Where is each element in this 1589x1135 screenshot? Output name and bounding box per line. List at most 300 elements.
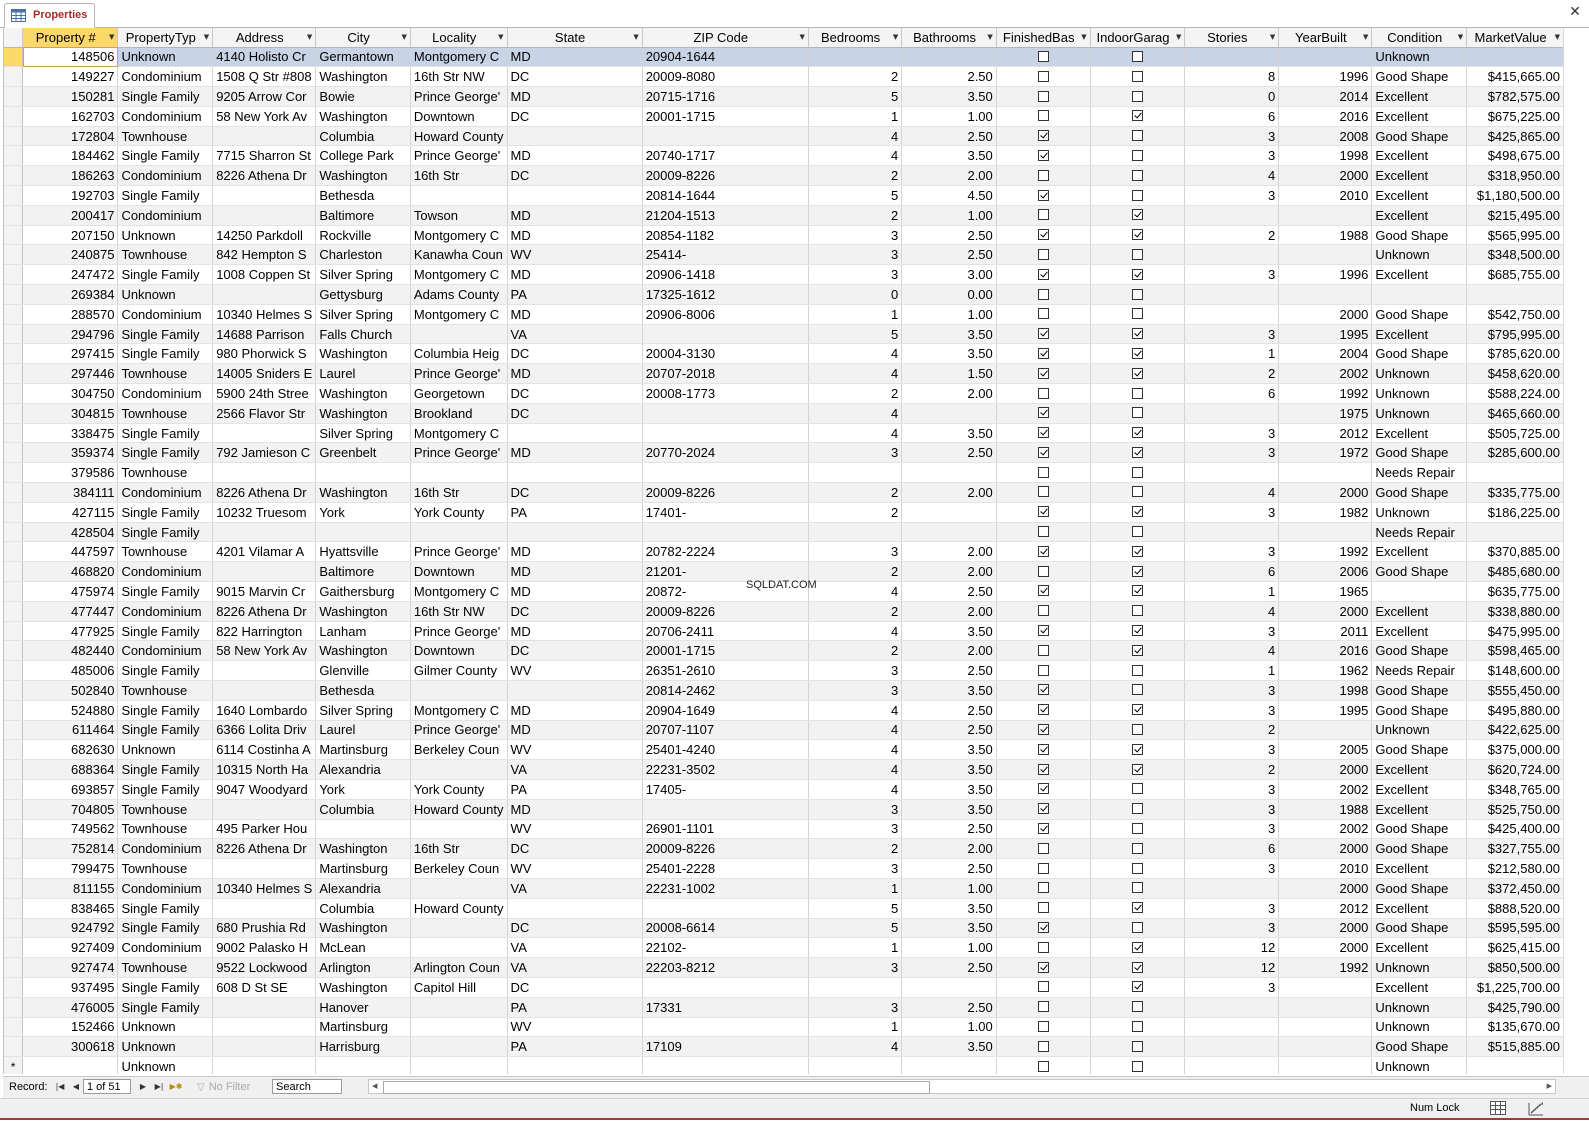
unchecked-checkbox[interactable] <box>1038 526 1049 537</box>
table-cell[interactable]: Excellent <box>1372 423 1467 443</box>
table-cell[interactable] <box>902 502 997 522</box>
table-cell[interactable]: Georgetown <box>410 384 507 404</box>
checkbox-cell[interactable] <box>1090 502 1185 522</box>
table-cell[interactable] <box>410 760 507 780</box>
checkbox-cell[interactable] <box>1090 522 1185 542</box>
record-selector[interactable] <box>4 542 23 562</box>
unchecked-checkbox[interactable] <box>1038 51 1049 62</box>
table-cell[interactable]: 3 <box>1185 779 1279 799</box>
column-header[interactable] <box>23 28 118 47</box>
table-cell[interactable]: 3 <box>1185 621 1279 641</box>
record-selector[interactable] <box>4 720 23 740</box>
table-cell[interactable]: Washington <box>316 403 411 423</box>
table-cell[interactable]: 485006 <box>23 661 118 681</box>
table-cell[interactable]: Harrisburg <box>316 1037 411 1057</box>
table-cell[interactable] <box>1185 285 1279 305</box>
table-cell[interactable] <box>642 463 808 483</box>
column-sort-dropdown-icon[interactable]: ▼ <box>799 33 805 41</box>
unchecked-checkbox[interactable] <box>1132 486 1143 497</box>
record-selector[interactable] <box>4 1017 23 1037</box>
table-cell[interactable]: 9205 Arrow Cor <box>213 87 316 107</box>
table-cell[interactable] <box>213 898 316 918</box>
table-cell[interactable]: Greenbelt <box>316 443 411 463</box>
table-cell[interactable]: 8226 Athena Dr <box>213 839 316 859</box>
table-cell[interactable]: Washington <box>316 384 411 404</box>
table-cell[interactable]: 3 <box>1185 265 1279 285</box>
table-cell[interactable]: 20814-2462 <box>642 681 808 701</box>
table-cell[interactable] <box>902 1057 997 1074</box>
checkbox-cell[interactable] <box>1090 720 1185 740</box>
unchecked-checkbox[interactable] <box>1132 823 1143 834</box>
table-cell[interactable]: 1.00 <box>902 205 997 225</box>
table-cell[interactable]: 1 <box>808 938 901 958</box>
table-cell[interactable] <box>1372 285 1467 305</box>
table-cell[interactable]: $525,750.00 <box>1467 799 1564 819</box>
table-row[interactable] <box>4 304 1564 324</box>
table-cell[interactable]: 297446 <box>23 364 118 384</box>
table-row[interactable] <box>4 364 1564 384</box>
table-cell[interactable]: 2 <box>1185 720 1279 740</box>
table-cell[interactable]: Condominium <box>118 562 213 582</box>
unchecked-checkbox[interactable] <box>1038 863 1049 874</box>
checked-checkbox[interactable] <box>1132 348 1143 359</box>
unchecked-checkbox[interactable] <box>1038 71 1049 82</box>
table-cell[interactable]: 3.50 <box>902 423 997 443</box>
unchecked-checkbox[interactable] <box>1038 882 1049 893</box>
table-cell[interactable]: 5 <box>808 324 901 344</box>
table-cell[interactable] <box>1279 720 1372 740</box>
table-cell[interactable]: Excellent <box>1372 205 1467 225</box>
table-cell[interactable]: $338,880.00 <box>1467 601 1564 621</box>
table-cell[interactable]: 1508 Q Str #808 <box>213 67 316 87</box>
record-selector[interactable] <box>4 47 23 67</box>
table-row[interactable] <box>4 621 1564 641</box>
table-cell[interactable] <box>808 1057 901 1074</box>
table-row[interactable] <box>4 463 1564 483</box>
table-cell[interactable]: Excellent <box>1372 799 1467 819</box>
table-cell[interactable]: Condominium <box>118 601 213 621</box>
horizontal-scrollbar[interactable] <box>368 1079 1556 1094</box>
table-cell[interactable]: Good Shape <box>1372 839 1467 859</box>
checkbox-cell[interactable] <box>1090 542 1185 562</box>
table-cell[interactable]: Good Shape <box>1372 562 1467 582</box>
table-cell[interactable]: 2000 <box>1279 878 1372 898</box>
table-cell[interactable] <box>1185 463 1279 483</box>
checkbox-cell[interactable] <box>996 483 1090 503</box>
checked-checkbox[interactable] <box>1038 962 1049 973</box>
table-cell[interactable]: 4 <box>808 779 901 799</box>
table-cell[interactable]: 4.50 <box>902 186 997 206</box>
checked-checkbox[interactable] <box>1132 566 1143 577</box>
table-cell[interactable]: 2014 <box>1279 87 1372 107</box>
table-cell[interactable]: 1 <box>808 1017 901 1037</box>
checked-checkbox[interactable] <box>1038 447 1049 458</box>
checkbox-cell[interactable] <box>996 384 1090 404</box>
table-cell[interactable]: 20001-1715 <box>642 641 808 661</box>
unchecked-checkbox[interactable] <box>1132 150 1143 161</box>
table-cell[interactable]: 2.00 <box>902 839 997 859</box>
table-cell[interactable]: Downtown <box>410 562 507 582</box>
unchecked-checkbox[interactable] <box>1132 843 1143 854</box>
table-cell[interactable]: 2000 <box>1279 601 1372 621</box>
table-cell[interactable]: 20009-8080 <box>642 67 808 87</box>
table-cell[interactable]: Good Shape <box>1372 641 1467 661</box>
column-sort-dropdown-icon[interactable]: ▼ <box>306 33 313 41</box>
column-sort-dropdown-icon[interactable]: ▼ <box>401 33 407 41</box>
unchecked-checkbox[interactable] <box>1038 170 1049 181</box>
table-cell[interactable]: 524880 <box>23 700 118 720</box>
checked-checkbox[interactable] <box>1132 645 1143 656</box>
table-cell[interactable]: $785,620.00 <box>1467 344 1564 364</box>
table-cell[interactable] <box>642 1017 808 1037</box>
table-cell[interactable]: Excellent <box>1372 859 1467 879</box>
table-cell[interactable]: 17325-1612 <box>642 285 808 305</box>
table-cell[interactable]: 2005 <box>1279 740 1372 760</box>
table-cell[interactable]: 2 <box>808 839 901 859</box>
table-cell[interactable]: 16th Str <box>410 483 507 503</box>
table-cell[interactable]: 10232 Truesom <box>213 502 316 522</box>
record-selector[interactable] <box>4 344 23 364</box>
column-sort-dropdown-icon[interactable]: ▼ <box>203 33 210 41</box>
table-cell[interactable] <box>213 859 316 879</box>
unchecked-checkbox[interactable] <box>1132 407 1143 418</box>
unchecked-checkbox[interactable] <box>1038 566 1049 577</box>
table-cell[interactable]: 20904-1649 <box>642 700 808 720</box>
table-cell[interactable]: 1998 <box>1279 146 1372 166</box>
table-cell[interactable]: $625,415.00 <box>1467 938 1564 958</box>
checkbox-cell[interactable] <box>996 443 1090 463</box>
table-cell[interactable]: 427115 <box>23 502 118 522</box>
checked-checkbox[interactable] <box>1038 783 1049 794</box>
table-cell[interactable]: Good Shape <box>1372 304 1467 324</box>
table-cell[interactable]: Howard County <box>410 799 507 819</box>
table-cell[interactable]: 3 <box>808 681 901 701</box>
checkbox-cell[interactable] <box>1090 878 1185 898</box>
table-cell[interactable]: 1995 <box>1279 700 1372 720</box>
table-cell[interactable]: Montgomery C <box>410 265 507 285</box>
checkbox-cell[interactable] <box>996 186 1090 206</box>
table-cell[interactable]: 2 <box>1185 760 1279 780</box>
table-cell[interactable]: $685,755.00 <box>1467 265 1564 285</box>
table-cell[interactable]: 3 <box>1185 819 1279 839</box>
table-cell[interactable]: $888,520.00 <box>1467 898 1564 918</box>
table-cell[interactable]: 5 <box>808 87 901 107</box>
table-cell[interactable]: Condominium <box>118 483 213 503</box>
table-cell[interactable]: 8 <box>1185 67 1279 87</box>
table-cell[interactable] <box>410 1057 507 1074</box>
table-cell[interactable]: MD <box>507 799 642 819</box>
table-cell[interactable]: 4 <box>808 1037 901 1057</box>
table-cell[interactable]: 20715-1716 <box>642 87 808 107</box>
unchecked-checkbox[interactable] <box>1132 922 1143 933</box>
record-selector[interactable] <box>4 700 23 720</box>
table-cell[interactable] <box>642 799 808 819</box>
table-cell[interactable]: 8226 Athena Dr <box>213 483 316 503</box>
checked-checkbox[interactable] <box>1038 407 1049 418</box>
checked-checkbox[interactable] <box>1132 368 1143 379</box>
checkbox-cell[interactable] <box>996 641 1090 661</box>
table-cell[interactable]: 3.50 <box>902 740 997 760</box>
table-cell[interactable]: 247472 <box>23 265 118 285</box>
table-cell[interactable]: MD <box>507 87 642 107</box>
table-cell[interactable]: Single Family <box>118 779 213 799</box>
checkbox-cell[interactable] <box>1090 819 1185 839</box>
table-row[interactable] <box>4 938 1564 958</box>
table-row[interactable] <box>4 384 1564 404</box>
scroll-right-icon[interactable]: ▶ <box>1546 1082 1552 1090</box>
table-row[interactable] <box>4 443 1564 463</box>
table-cell[interactable]: 6366 Lolita Driv <box>213 720 316 740</box>
table-cell[interactable] <box>1279 1017 1372 1037</box>
table-cell[interactable]: 1995 <box>1279 324 1372 344</box>
table-cell[interactable]: Prince George' <box>410 146 507 166</box>
table-cell[interactable]: 149227 <box>23 67 118 87</box>
table-cell[interactable] <box>410 918 507 938</box>
table-row[interactable] <box>4 344 1564 364</box>
table-row[interactable] <box>4 601 1564 621</box>
table-cell[interactable]: 6 <box>1185 106 1279 126</box>
table-cell[interactable]: 2 <box>808 502 901 522</box>
unchecked-checkbox[interactable] <box>1132 51 1143 62</box>
table-cell[interactable] <box>1279 997 1372 1017</box>
table-cell[interactable]: 1996 <box>1279 265 1372 285</box>
table-cell[interactable]: Unknown <box>118 225 213 245</box>
table-cell[interactable]: Washington <box>316 106 411 126</box>
table-cell[interactable]: 2.00 <box>902 641 997 661</box>
column-header[interactable] <box>902 28 997 47</box>
checked-checkbox[interactable] <box>1038 546 1049 557</box>
table-cell[interactable]: MD <box>507 542 642 562</box>
table-cell[interactable]: Columbia <box>316 126 411 146</box>
record-selector[interactable] <box>4 483 23 503</box>
table-cell[interactable]: $372,450.00 <box>1467 878 1564 898</box>
checked-checkbox[interactable] <box>1132 585 1143 596</box>
table-cell[interactable]: DC <box>507 601 642 621</box>
table-cell[interactable]: 192703 <box>23 186 118 206</box>
table-cell[interactable]: 611464 <box>23 720 118 740</box>
record-selector[interactable] <box>4 166 23 186</box>
table-cell[interactable]: 2 <box>1185 225 1279 245</box>
table-row[interactable] <box>4 403 1564 423</box>
table-cell[interactable] <box>213 186 316 206</box>
table-cell[interactable]: 20906-1418 <box>642 265 808 285</box>
column-sort-dropdown-icon[interactable]: ▼ <box>892 33 899 41</box>
table-cell[interactable] <box>642 1057 808 1074</box>
table-cell[interactable]: 269384 <box>23 285 118 305</box>
table-cell[interactable] <box>642 403 808 423</box>
table-cell[interactable]: 21204-1513 <box>642 205 808 225</box>
checkbox-cell[interactable] <box>1090 740 1185 760</box>
table-row[interactable] <box>4 126 1564 146</box>
table-cell[interactable]: 475974 <box>23 582 118 602</box>
checkbox-cell[interactable] <box>1090 641 1185 661</box>
table-cell[interactable]: 447597 <box>23 542 118 562</box>
table-cell[interactable]: 4 <box>808 582 901 602</box>
record-selector[interactable] <box>4 225 23 245</box>
table-cell[interactable]: Unknown <box>1372 403 1467 423</box>
unchecked-checkbox[interactable] <box>1132 684 1143 695</box>
table-cell[interactable]: 1.00 <box>902 938 997 958</box>
table-cell[interactable]: 924792 <box>23 918 118 938</box>
table-cell[interactable] <box>1467 47 1564 67</box>
table-cell[interactable]: 2.50 <box>902 700 997 720</box>
checkbox-cell[interactable] <box>996 126 1090 146</box>
table-cell[interactable]: 2016 <box>1279 106 1372 126</box>
table-cell[interactable] <box>213 205 316 225</box>
record-selector[interactable] <box>4 997 23 1017</box>
table-cell[interactable]: $285,600.00 <box>1467 443 1564 463</box>
table-cell[interactable]: 5 <box>808 898 901 918</box>
unchecked-checkbox[interactable] <box>1038 645 1049 656</box>
table-cell[interactable]: 2000 <box>1279 938 1372 958</box>
table-cell[interactable] <box>1279 1057 1372 1074</box>
table-cell[interactable] <box>316 1057 411 1074</box>
table-cell[interactable]: Single Family <box>118 522 213 542</box>
table-row[interactable] <box>4 245 1564 265</box>
table-cell[interactable]: 682630 <box>23 740 118 760</box>
table-cell[interactable]: 3 <box>808 661 901 681</box>
table-cell[interactable] <box>410 938 507 958</box>
table-cell[interactable]: Baltimore <box>316 205 411 225</box>
checkbox-cell[interactable] <box>1090 621 1185 641</box>
table-cell[interactable]: Excellent <box>1372 106 1467 126</box>
checkbox-cell[interactable] <box>1090 225 1185 245</box>
table-cell[interactable]: 608 D St SE <box>213 977 316 997</box>
table-cell[interactable]: PA <box>507 779 642 799</box>
checked-checkbox[interactable] <box>1132 447 1143 458</box>
table-cell[interactable]: PA <box>507 285 642 305</box>
table-cell[interactable]: Townhouse <box>118 403 213 423</box>
table-cell[interactable]: 2002 <box>1279 819 1372 839</box>
table-cell[interactable]: Unknown <box>1372 1057 1467 1074</box>
table-cell[interactable]: Gilmer County <box>410 661 507 681</box>
checked-checkbox[interactable] <box>1132 744 1143 755</box>
checkbox-cell[interactable] <box>1090 562 1185 582</box>
table-cell[interactable]: $348,765.00 <box>1467 779 1564 799</box>
table-cell[interactable]: Single Family <box>118 582 213 602</box>
table-cell[interactable]: Single Family <box>118 918 213 938</box>
checkbox-cell[interactable] <box>996 265 1090 285</box>
checkbox-cell[interactable] <box>996 205 1090 225</box>
checkbox-cell[interactable] <box>1090 126 1185 146</box>
table-cell[interactable] <box>213 799 316 819</box>
table-cell[interactable]: 4201 Vilamar A <box>213 542 316 562</box>
table-cell[interactable]: Unknown <box>1372 364 1467 384</box>
table-cell[interactable]: 428504 <box>23 522 118 542</box>
table-cell[interactable]: Excellent <box>1372 166 1467 186</box>
checkbox-cell[interactable] <box>996 423 1090 443</box>
record-selector[interactable] <box>4 859 23 879</box>
table-cell[interactable]: MD <box>507 562 642 582</box>
checkbox-cell[interactable] <box>1090 799 1185 819</box>
checkbox-cell[interactable] <box>1090 324 1185 344</box>
table-cell[interactable]: 17109 <box>642 1037 808 1057</box>
table-cell[interactable]: 2.50 <box>902 245 997 265</box>
checkbox-cell[interactable] <box>1090 1057 1185 1074</box>
table-cell[interactable]: Rockville <box>316 225 411 245</box>
checkbox-cell[interactable] <box>996 958 1090 978</box>
table-cell[interactable]: $318,950.00 <box>1467 166 1564 186</box>
table-cell[interactable]: VA <box>507 324 642 344</box>
checked-checkbox[interactable] <box>1038 625 1049 636</box>
checkbox-cell[interactable] <box>996 779 1090 799</box>
checkbox-cell[interactable] <box>1090 898 1185 918</box>
checkbox-cell[interactable] <box>996 819 1090 839</box>
table-cell[interactable]: 2.00 <box>902 166 997 186</box>
table-row[interactable] <box>4 423 1564 443</box>
checkbox-cell[interactable] <box>996 285 1090 305</box>
previous-record-icon[interactable]: ◀ <box>72 1082 80 1091</box>
table-cell[interactable]: 6 <box>1185 839 1279 859</box>
table-cell[interactable]: Condominium <box>118 878 213 898</box>
table-cell[interactable]: MD <box>507 700 642 720</box>
table-cell[interactable] <box>902 47 997 67</box>
record-selector[interactable] <box>4 760 23 780</box>
table-cell[interactable]: WV <box>507 819 642 839</box>
table-cell[interactable] <box>213 1037 316 1057</box>
table-cell[interactable]: Excellent <box>1372 265 1467 285</box>
table-cell[interactable]: 5900 24th Stree <box>213 384 316 404</box>
table-cell[interactable]: 14688 Parrison <box>213 324 316 344</box>
table-cell[interactable]: Unknown <box>1372 384 1467 404</box>
checked-checkbox[interactable] <box>1132 764 1143 775</box>
record-selector[interactable] <box>4 779 23 799</box>
table-cell[interactable]: PA <box>507 502 642 522</box>
table-cell[interactable] <box>1185 522 1279 542</box>
column-header[interactable] <box>1372 28 1467 47</box>
table-cell[interactable]: 20009-8226 <box>642 483 808 503</box>
table-cell[interactable]: 3.50 <box>902 87 997 107</box>
close-icon[interactable]: ✕ <box>1569 4 1581 20</box>
table-cell[interactable]: 2008 <box>1279 126 1372 146</box>
table-cell[interactable]: 20906-8006 <box>642 304 808 324</box>
table-row[interactable] <box>4 324 1564 344</box>
table-cell[interactable]: 150281 <box>23 87 118 107</box>
table-cell[interactable] <box>213 1017 316 1037</box>
checked-checkbox[interactable] <box>1132 942 1143 953</box>
table-cell[interactable]: 162703 <box>23 106 118 126</box>
table-cell[interactable]: Good Shape <box>1372 126 1467 146</box>
table-cell[interactable]: 1.00 <box>902 878 997 898</box>
table-cell[interactable]: Needs Repair <box>1372 463 1467 483</box>
checkbox-cell[interactable] <box>996 898 1090 918</box>
table-cell[interactable] <box>902 977 997 997</box>
table-cell[interactable]: $1,225,700.00 <box>1467 977 1564 997</box>
checked-checkbox[interactable] <box>1038 506 1049 517</box>
table-cell[interactable]: 6114 Costinha A <box>213 740 316 760</box>
table-cell[interactable]: 20706-2411 <box>642 621 808 641</box>
table-cell[interactable]: Townhouse <box>118 681 213 701</box>
table-row[interactable] <box>4 859 1564 879</box>
table-cell[interactable] <box>808 47 901 67</box>
table-cell[interactable]: 20770-2024 <box>642 443 808 463</box>
table-cell[interactable]: Lanham <box>316 621 411 641</box>
table-cell[interactable]: 4140 Holisto Cr <box>213 47 316 67</box>
checked-checkbox[interactable] <box>1132 427 1143 438</box>
table-cell[interactable]: Excellent <box>1372 621 1467 641</box>
table-cell[interactable]: $348,500.00 <box>1467 245 1564 265</box>
table-cell[interactable]: Excellent <box>1372 779 1467 799</box>
table-cell[interactable]: Single Family <box>118 344 213 364</box>
table-cell[interactable]: 1988 <box>1279 799 1372 819</box>
table-cell[interactable]: 20782-2224 <box>642 542 808 562</box>
table-cell[interactable]: College Park <box>316 146 411 166</box>
table-cell[interactable]: 1.00 <box>902 106 997 126</box>
table-cell[interactable]: DC <box>507 483 642 503</box>
table-cell[interactable]: MD <box>507 720 642 740</box>
table-cell[interactable]: 20904-1644 <box>642 47 808 67</box>
table-cell[interactable]: Good Shape <box>1372 483 1467 503</box>
